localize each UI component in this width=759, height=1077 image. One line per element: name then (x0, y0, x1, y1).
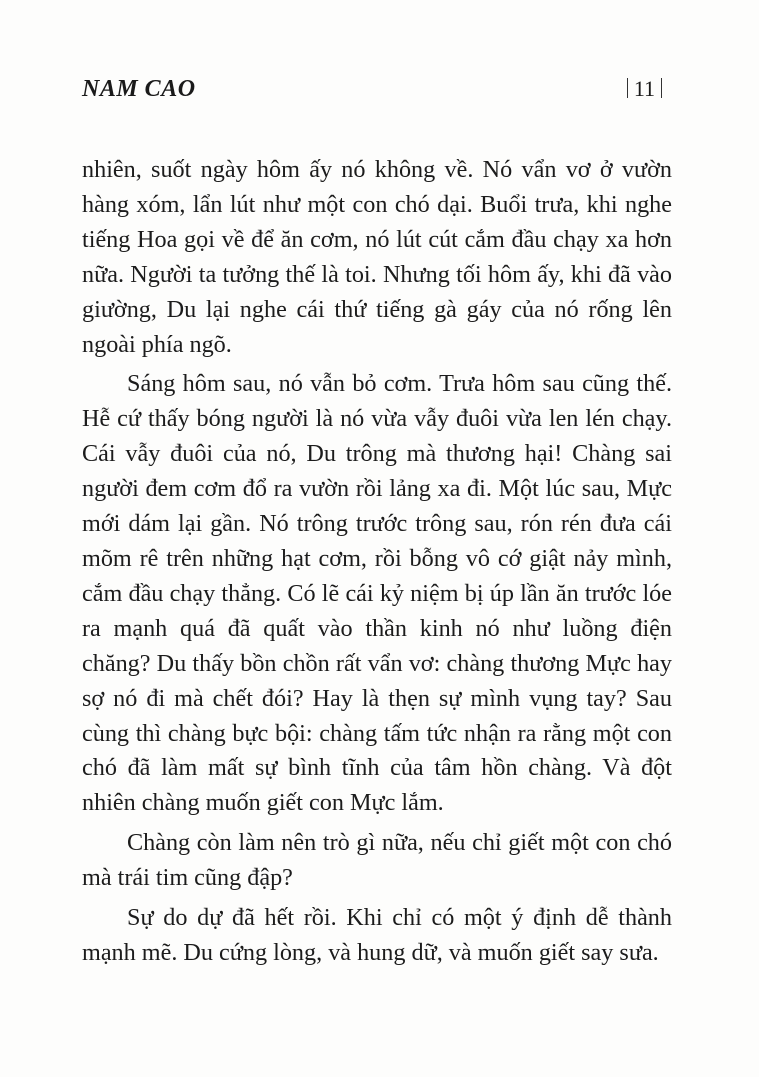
page-number: 11 (633, 76, 655, 101)
running-header (82, 76, 668, 108)
page-number-box (621, 76, 668, 102)
paragraph: Chàng còn làm nên trò gì nữa, nếu chỉ giết một con chó mà trái tim cũng đập? (82, 829, 672, 892)
paragraph: Sáng hôm sau, nó vẫn bỏ cơm. Trưa hôm sau cũng thế. Hễ cứ thấy bóng người là nó vừa vẫy đuôi vừa len lén chạy. Cái vẫy đuôi của nó, Du trông mà thương hại! Chàng sai người đem cơm đổ ra vườn rồi lảng xa đi. Một lúc sau, Mực mới dám lại gần. Nó trông trước trông sau, rón rén đưa cái mõm rê trên những hạt cơm, rồi bỗng vô cớ giật nảy mình, cắm đầu chạy thẳng. Có lẽ cái kỷ niệm bị úp lần ăn trước lóe ra mạnh quá đã quất vào thần kinh nó như luồng điện chăng? Du thấy bồn chồn rất vẩn vơ: chàng thương Mực hay sợ nó đi mà chết đói? Hay là thẹn sự mình vụng tay? Sau cùng thì chàng bực bội: chàng tấm tức nhận ra rằng một con chó đã làm mất sự bình tĩnh của tâm hồn chàng. Và đột nhiên chàng muốn giết con Mực lắm. (82, 370, 672, 817)
paragraph-continued: nhiên, suốt ngày hôm ấy nó không về. Nó vẩn vơ ở vườn hàng xóm, lẩn lút như một con chó dại. Buổi trưa, khi nghe tiếng Hoa gọi về để ăn cơm, nó lút cút cắm đầu chạy xa hơn nữa. Người ta tưởng thế là toi. Nhưng tối hôm ấy, khi đã vào giường, Du lại nghe cái thứ tiếng gà gáy của nó rống lên ngoài phía ngõ. (82, 156, 672, 358)
author-name: NAM CAO (82, 76, 196, 102)
paragraph: Sự do dự đã hết rồi. Khi chỉ có một ý định dễ thành mạnh mẽ. Du cứng lòng, và hung dữ, và muốn giết say sưa. (82, 904, 672, 966)
folio-left-rule (627, 78, 628, 98)
folio-right-rule (661, 78, 662, 98)
body-text (82, 153, 672, 971)
